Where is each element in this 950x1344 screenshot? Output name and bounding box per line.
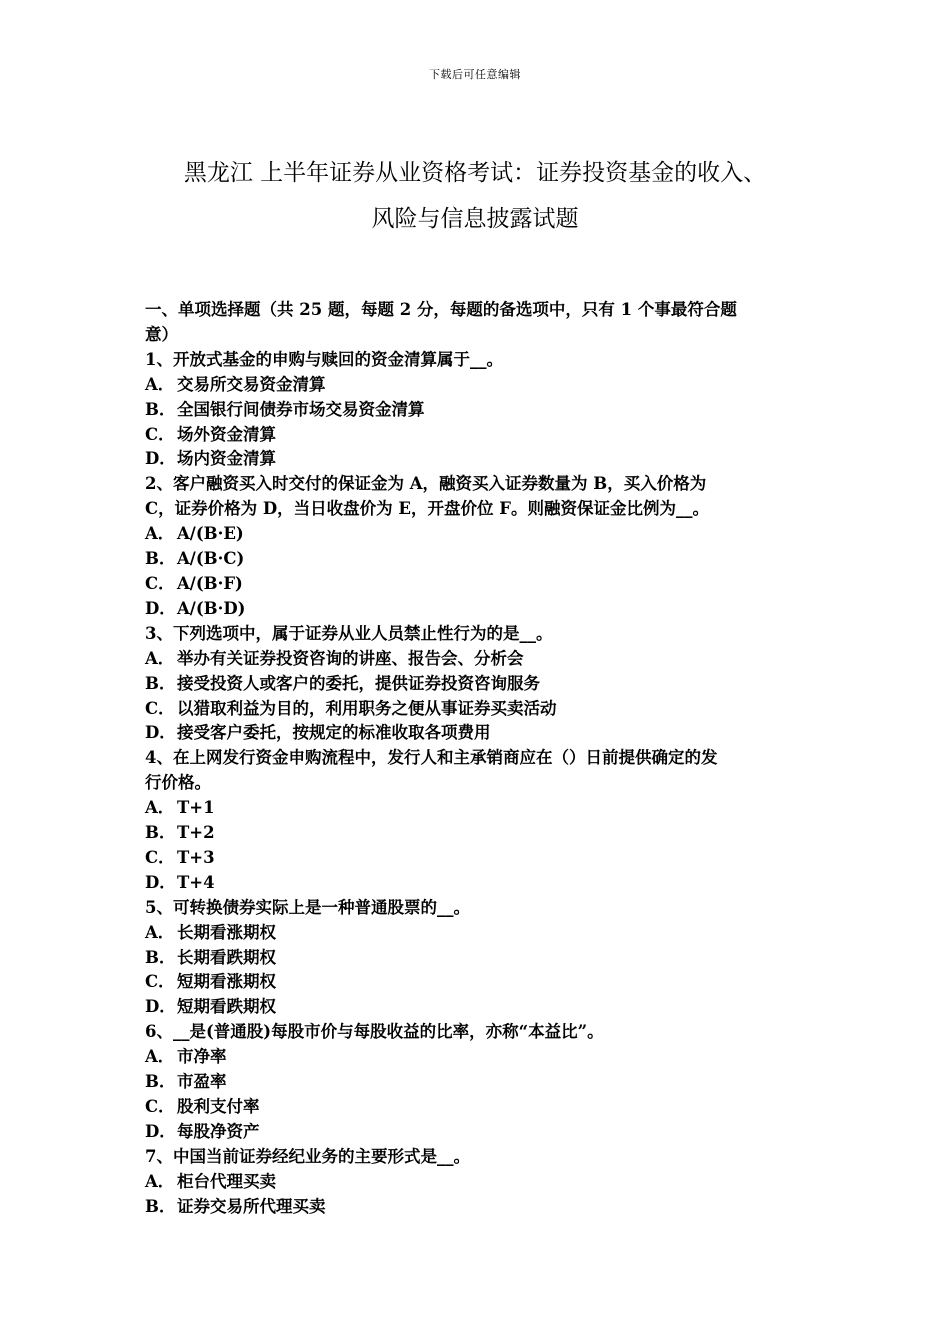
option-text: 接受投资人或客户的委托，提供证券投资咨询服务 <box>177 673 540 693</box>
question-list <box>145 348 813 1220</box>
option-text: A/(B·E) <box>177 524 244 544</box>
option-letter: A． <box>145 1171 175 1191</box>
question-1 <box>145 348 813 473</box>
answer-option <box>145 846 813 871</box>
option-text: 证券交易所代理买卖 <box>177 1196 326 1216</box>
option-text: 全国银行间债券市场交易资金清算 <box>177 399 425 419</box>
answer-option <box>145 796 813 821</box>
answer-option <box>145 373 813 398</box>
answer-option <box>145 522 813 547</box>
option-letter: B． <box>145 673 176 693</box>
title-line-1: 黑龙江 上半年证券从业资格考试：证券投资基金的收入、 <box>183 160 767 186</box>
option-letter: D． <box>145 1121 176 1141</box>
question-stem-line: 2、客户融资买入时交付的保证金为 A，融资买入证券数量为 B，买入价格为 <box>145 474 707 494</box>
answer-option <box>145 946 813 971</box>
question-stem-line: 6、__是(普通股)每股市价与每股收益的比率，亦称“本益比”。 <box>145 1022 604 1042</box>
question-stem-line: 7、中国当前证券经纪业务的主要形式是__。 <box>145 1146 470 1166</box>
question-stem-line: 5、可转换债券实际上是一种普通股票的__。 <box>145 897 470 917</box>
option-text: A/(B·D) <box>177 598 246 618</box>
option-letter: D． <box>145 449 176 469</box>
option-letter: A． <box>145 922 175 942</box>
option-letter: A． <box>145 1047 175 1067</box>
option-letter: C． <box>145 972 175 992</box>
question-stem-line: C，证券价格为 D，当日收盘价为 E，开盘价位 F。则融资保证金比例为__。 <box>145 499 709 519</box>
option-letter: D． <box>145 723 176 743</box>
question-6 <box>145 1020 813 1145</box>
question-5 <box>145 896 813 1021</box>
option-letter: B． <box>145 1072 176 1092</box>
option-text: 场外资金清算 <box>177 424 276 444</box>
option-text: 股利支付率 <box>177 1097 260 1116</box>
option-text: 举办有关证券投资咨询的讲座、报告会、分析会 <box>177 648 524 668</box>
question-7 <box>145 1145 813 1220</box>
answer-option <box>145 647 813 672</box>
option-text: 每股净资产 <box>177 1121 260 1141</box>
option-letter: A． <box>145 524 175 544</box>
option-letter: C． <box>145 698 175 718</box>
option-text: T+1 <box>177 798 215 818</box>
option-text: T+2 <box>177 823 215 843</box>
answer-option <box>145 423 813 448</box>
answer-option <box>145 995 813 1020</box>
option-letter: A． <box>145 648 175 668</box>
question-stem-line: 3、下列选项中，属于证券从业人员禁止性行为的是__。 <box>145 623 553 643</box>
option-text: 市盈率 <box>177 1072 227 1092</box>
answer-option <box>145 821 813 846</box>
option-letter: B． <box>145 399 176 419</box>
exam-content <box>145 298 813 1220</box>
option-letter: D． <box>145 598 176 618</box>
section-heading-line-1: 一、单项选择题（共 25 题，每题 2 分，每题的备选项中，只有 1 个事最符合题 <box>145 300 737 319</box>
answer-option <box>145 1120 813 1145</box>
option-letter: B． <box>145 823 176 843</box>
header-note: 下载后可任意编辑 <box>429 68 521 81</box>
answer-option <box>145 672 813 697</box>
answer-option <box>145 1195 813 1220</box>
answer-option <box>145 921 813 946</box>
option-letter: D． <box>145 872 176 892</box>
answer-option <box>145 547 813 572</box>
answer-option <box>145 572 813 597</box>
question-stem-line: 4、在上网发行资金申购流程中，发行人和主承销商应在（）日前提供确定的发 <box>145 748 718 768</box>
option-text: 长期看涨期权 <box>177 922 276 942</box>
option-letter: C． <box>145 1097 175 1116</box>
section-heading-line-2: 意） <box>145 324 178 344</box>
question-2 <box>145 472 813 621</box>
answer-option <box>145 447 813 472</box>
answer-option <box>145 597 813 622</box>
question-4 <box>145 746 813 895</box>
answer-option <box>145 871 813 896</box>
option-text: 场内资金清算 <box>177 449 276 469</box>
answer-option <box>145 1045 813 1070</box>
document-title <box>0 150 950 242</box>
option-letter: C． <box>145 573 175 593</box>
option-text: 长期看跌期权 <box>177 947 276 967</box>
option-letter: B． <box>145 1196 176 1216</box>
option-text: 柜台代理买卖 <box>177 1171 276 1191</box>
option-letter: B． <box>145 947 176 967</box>
answer-option <box>145 697 813 722</box>
option-text: 接受客户委托，按规定的标准收取各项费用 <box>177 723 491 743</box>
option-text: T+3 <box>177 847 215 867</box>
option-letter: C． <box>145 424 175 444</box>
question-stem-line: 行价格。 <box>145 773 211 793</box>
answer-option <box>145 1070 813 1095</box>
answer-option <box>145 1095 813 1120</box>
answer-option <box>145 721 813 746</box>
title-line-2: 风险与信息披露试题 <box>371 206 579 232</box>
option-text: 短期看涨期权 <box>177 972 276 992</box>
option-text: 短期看跌期权 <box>177 997 276 1017</box>
option-letter: B． <box>145 549 176 569</box>
option-text: 市净率 <box>177 1047 227 1067</box>
option-letter: A． <box>145 798 175 818</box>
option-letter: D． <box>145 997 176 1017</box>
option-text: 以猎取利益为目的，利用职务之便从事证券买卖活动 <box>177 698 557 718</box>
option-letter: A． <box>145 374 175 394</box>
option-letter: C． <box>145 847 175 867</box>
option-text: T+4 <box>177 872 215 892</box>
answer-option <box>145 1170 813 1195</box>
option-text: A/(B·C) <box>177 549 245 569</box>
question-3 <box>145 622 813 747</box>
answer-option <box>145 398 813 423</box>
question-stem-line: 1、开放式基金的申购与赎回的资金清算属于__。 <box>145 349 503 369</box>
answer-option <box>145 970 813 995</box>
option-text: 交易所交易资金清算 <box>177 374 326 394</box>
option-text: A/(B·F) <box>177 573 243 593</box>
